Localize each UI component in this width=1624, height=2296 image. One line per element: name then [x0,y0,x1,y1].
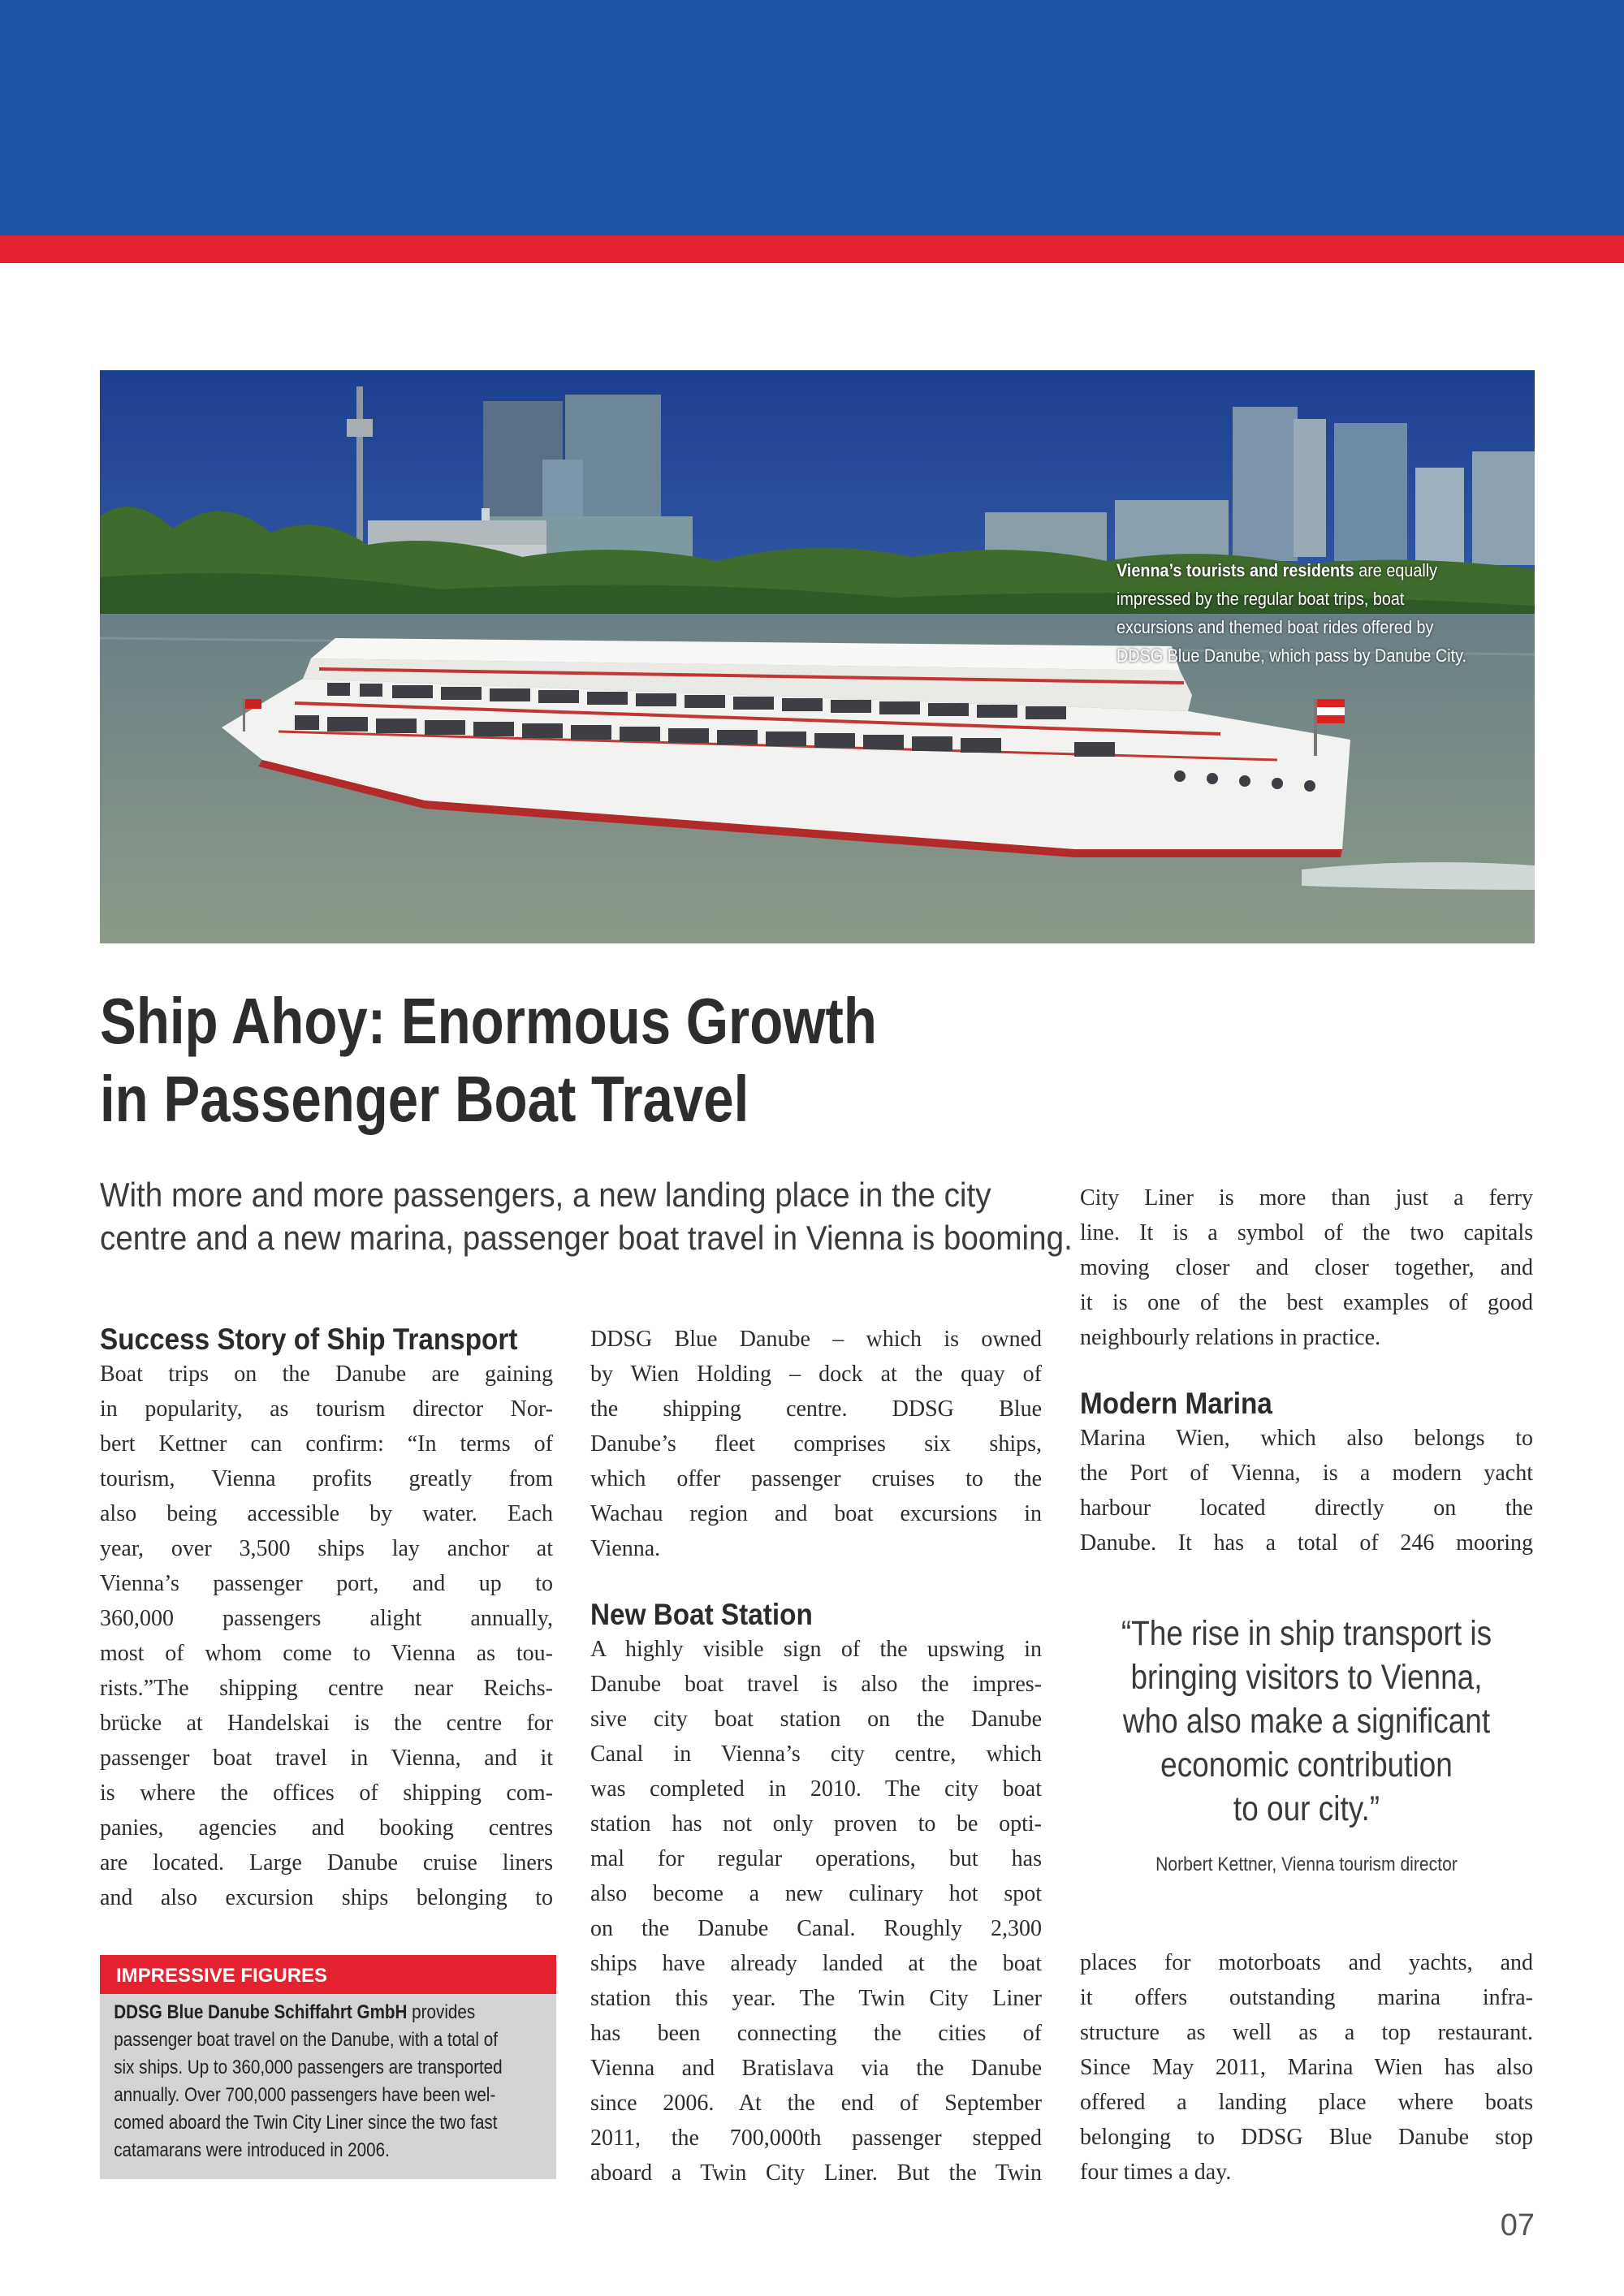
text-line: mal for regular operations, but has [590,1846,1042,1871]
text-line: has been connecting the cities of [590,2021,1042,2046]
text-line: on the Danube Canal. Roughly 2,300 [590,1916,1042,1941]
impressive-figures-box [100,1955,556,2179]
text-line: offered a landing place where boats [1080,2090,1533,2115]
subhead-new-boat-station: New Boat Station [590,1598,813,1631]
text-line: and also excursion ships belonging to [100,1885,553,1910]
text-line: bert Kettner can confirm: “In terms of [100,1431,553,1457]
text-line: most of whom come to Vienna as tou- [100,1641,553,1666]
header-blue-band [0,0,1624,235]
figures-text: provides [407,2001,476,2023]
text-line: A highly visible sign of the upswing in [590,1637,1042,1662]
text-line: 360,000 passengers alight annually, [100,1606,553,1631]
article-column-3 [1080,1180,1533,1560]
quote-line: bringing visitors to Vienna, [1130,1658,1483,1697]
text-line: Marina Wien, which also belongs to [1080,1426,1533,1451]
text-line: Vienna’s passenger port, and up to [100,1571,553,1596]
text-line: Boat trips on the Danube are gaining [100,1362,553,1387]
text-line: Canal in Vienna’s city centre, which [590,1741,1042,1767]
figures-bold-lead: DDSG Blue Danube Schiffahrt GmbH [114,2001,408,2023]
text-line: in popularity, as tourism director Nor- [100,1396,553,1422]
article-lead [100,1173,1094,1259]
pull-quote [1080,1612,1533,1831]
text-line: tourism, Vienna profits greatly from [100,1466,553,1491]
text-line: by Wien Holding – dock at the quay of [590,1362,1042,1387]
text-line: panies, agencies and booking centres [100,1815,553,1841]
text-line: places for motorboats and yachts, and [1080,1950,1533,1975]
figures-line: annually. Over 700,000 passengers have been wel- [114,2084,496,2106]
text-line: passenger boat travel in Vienna, and it [100,1746,553,1771]
figures-line: six ships. Up to 360,000 passengers are transported [114,2056,503,2078]
quote-line: economic contribution [1160,1746,1453,1785]
lead-line: centre and a new marina, passenger boat travel in Vienna is booming. [100,1219,1073,1257]
text-line: station has not only proven to be opti- [590,1811,1042,1836]
impressive-figures-text [100,1994,533,2164]
text-line: it is one of the best examples of good [1080,1290,1533,1315]
headline-line: in Passenger Boat Travel [100,1063,749,1135]
text-line: Danube. It has a total of 246 mooring [1080,1530,1533,1556]
text-line: Danube boat travel is also the impres- [590,1672,1042,1697]
text-line: belonging to DDSG Blue Danube stop [1080,2125,1533,2150]
text-line: neighbourly relations in practice. [1080,1325,1381,1350]
figures-line: comed aboard the Twin City Liner since the two fast [114,2112,498,2134]
subhead-success-story: Success Story of Ship Transport [100,1323,518,1356]
text-line: it offers outstanding marina infra- [1080,1985,1533,2010]
quote-attribution: Norbert Kettner, Vienna tourism director [1155,1854,1458,1875]
impressive-figures-title: IMPRESSIVE FIGURES [100,1955,556,1994]
text-line: is where the offices of shipping com- [100,1780,553,1806]
article-column-2 [590,1322,1042,2190]
text-line: aboard a Twin City Liner. But the Twin [590,2160,1042,2186]
text-line: Since May 2011, Marina Wien has also [1080,2055,1533,2080]
text-line: are located. Large Danube cruise liners [100,1850,553,1875]
text-line: also being accessible by water. Each [100,1501,553,1526]
quote-line: to our city.” [1233,1789,1380,1828]
text-line: since 2006. At the end of September [590,2091,1042,2116]
lead-line: With more and more passengers, a new landing place in the city [100,1176,991,1214]
page-number: 07 [1500,2208,1535,2242]
article-column-3-continued [1080,1945,1533,2190]
article-column-1 [100,1322,553,1915]
text-line: moving closer and closer together, and [1080,1255,1533,1280]
text-line: Danube’s fleet comprises six ships, [590,1431,1042,1457]
text-line: structure as well as a top restaurant. [1080,2020,1533,2045]
text-line: rists.”The shipping centre near Reichs- [100,1676,553,1701]
text-line: also become a new culinary hot spot [590,1881,1042,1906]
text-line: line. It is a symbol of the two capitals [1080,1220,1533,1245]
text-line: station this year. The Twin City Liner [590,1986,1042,2011]
subhead-modern-marina: Modern Marina [1080,1387,1272,1420]
text-line: Vienna. [590,1536,661,1561]
quote-line: “The rise in ship transport is [1121,1614,1492,1653]
text-line: brücke at Handelskai is the centre for [100,1711,553,1736]
text-line: sive city boat station on the Danube [590,1707,1042,1732]
headline-line: Ship Ahoy: Enormous Growth [100,985,877,1057]
photo-caption-text: are equally impressed by the regular boat trips, boat excursions and themed boat rides offered by DDSG Blue Danube, which pass by Danube City. [1116,560,1467,666]
text-line: Wachau region and boat excursions in [590,1501,1042,1526]
text-line: 2011, the 700,000th passenger stepped [590,2126,1042,2151]
text-line: year, over 3,500 ships lay anchor at [100,1536,553,1561]
header-red-stripe [0,235,1624,263]
text-line: the shipping centre. DDSG Blue [590,1396,1042,1422]
text-line: the Port of Vienna, is a modern yacht [1080,1461,1533,1486]
text-line: was completed in 2010. The city boat [590,1776,1042,1802]
photo-caption [1116,556,1482,670]
text-line: harbour located directly on the [1080,1495,1533,1521]
text-line: City Liner is more than just a ferry [1080,1185,1533,1211]
text-line: which offer passenger cruises to the [590,1466,1042,1491]
text-line: DDSG Blue Danube – which is owned [590,1327,1042,1352]
quote-line: who also make a significant [1122,1702,1491,1741]
text-line: Vienna and Bratislava via the Danube [590,2056,1042,2081]
photo-caption-bold: Vienna’s tourists and residents [1116,560,1354,580]
figures-line: passenger boat travel on the Danube, with a total of [114,2029,498,2051]
article-headline [100,982,918,1138]
figures-line: catamarans were introduced in 2006. [114,2139,390,2161]
text-line: ships have already landed at the boat [590,1951,1042,1976]
text-line: four times a day. [1080,2160,1232,2185]
